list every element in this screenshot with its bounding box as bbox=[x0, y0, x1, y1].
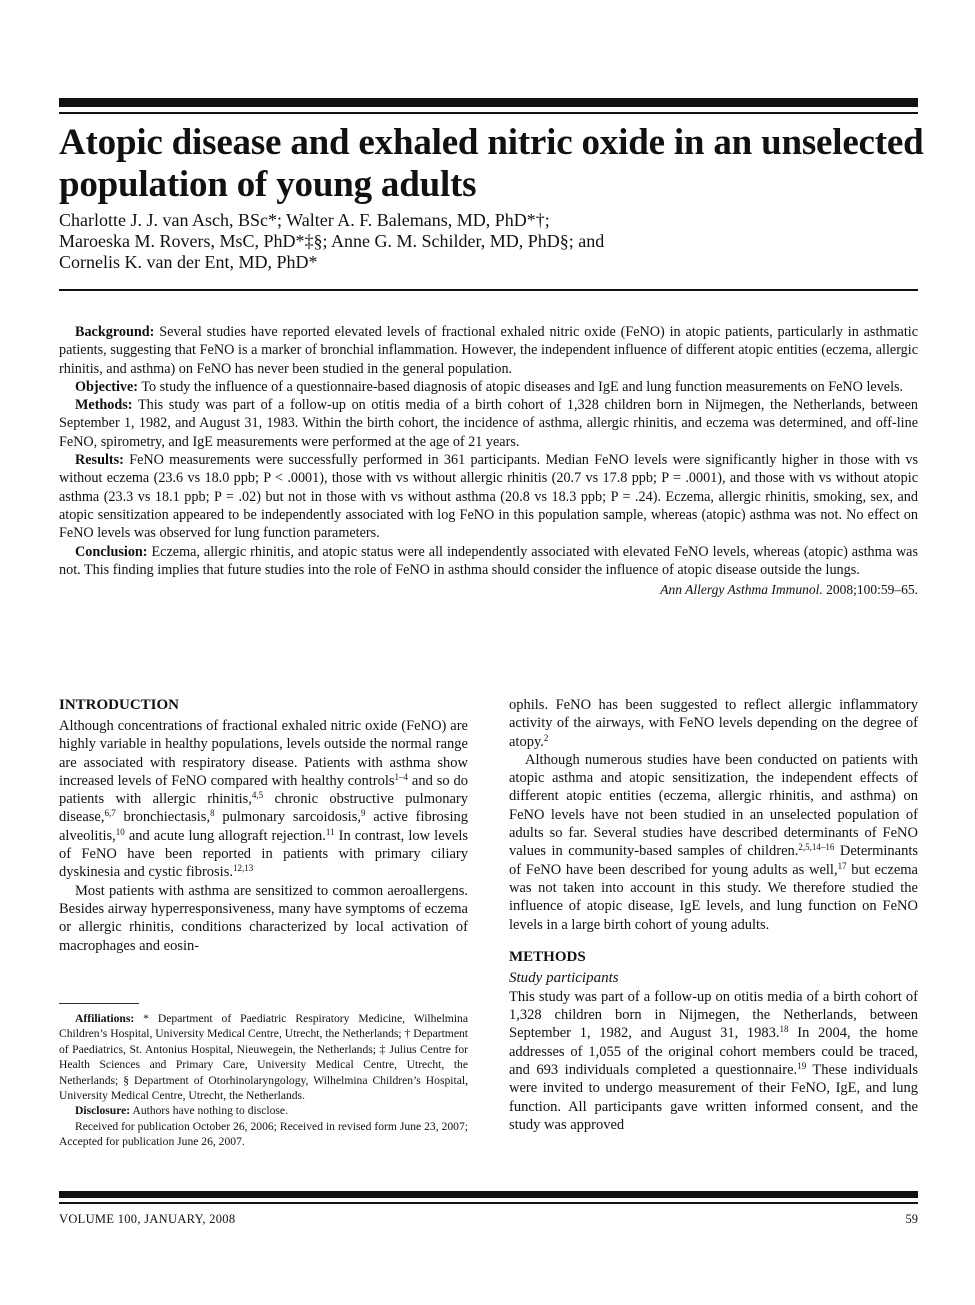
bottom-thin-rule bbox=[59, 1202, 918, 1204]
conclusion-label: Conclusion: bbox=[75, 543, 148, 560]
objective-label: Objective: bbox=[75, 378, 139, 395]
disclosure-footnote bbox=[59, 1103, 468, 1118]
intro-p4-text-a: Although numerous studies have been conducted on patients with atopic asthma and atopic sensitization, the independent effects of different atopic entities (eczema, allergic rhinitis, and asthma) on FeNO levels have not been studied in an unselected population of adults so far. Several studies have described determinants of FeNO values in community-based samples of children. bbox=[509, 751, 918, 860]
methods-p1-text-b: In 2004, the home addresses of 1,055 of the original cohort members could be traced, and 693 individuals completed a questionnaire. bbox=[509, 1025, 918, 1079]
disclosure-label: Disclosure: bbox=[75, 1104, 131, 1118]
study-participants-subheading: Study participants bbox=[509, 969, 619, 986]
methods-paragraph-1 bbox=[509, 988, 918, 1134]
intro-paragraph-4 bbox=[509, 751, 918, 934]
methods-label: Methods: bbox=[75, 397, 133, 414]
intro-p4-text-b: Determinants of FeNO have been described for young adults as well, bbox=[509, 843, 918, 878]
reference-marker: 17 bbox=[837, 860, 847, 871]
methods-heading: METHODS bbox=[509, 948, 586, 965]
intro-p1-text-g: and acute lung allograft rejection. bbox=[124, 827, 326, 844]
abstract-methods bbox=[59, 396, 918, 451]
reference-marker: 10 bbox=[115, 826, 125, 837]
citation-rest: 2008;100:59–65. bbox=[822, 582, 918, 598]
results-text: FeNO measurements were successfully performed in 361 participants. Median FeNO levels were significantly higher in those with vs without eczema (23.6 vs 18.0 ppb; P < .0001), those with vs without allergic rhinitis (20.7 vs 17.8 ppb; P = .0001), and those with vs without atopic asthma (23.3 vs 18.1 ppb; P = .02) but not in those with vs without asthma (20.8 vs 18.3 ppb; P = .24). Eczema, allergic rhinitis, smoking, sex, and atopic sensitization appeared to be independently associated with log FeNO in this population sample, whereas (atopic) asthma was not. No effect on FeNO levels was observed for lung function parameters. bbox=[59, 452, 918, 542]
reference-marker: 2,5,14–16 bbox=[798, 842, 835, 853]
footnote-rule bbox=[59, 1003, 139, 1004]
intro-p1-text-f: active fibrosing alveolitis, bbox=[59, 809, 468, 844]
disclosure-text: Authors have nothing to disclose. bbox=[130, 1104, 288, 1118]
intro-p1-text-d: bronchiectasis, bbox=[115, 809, 211, 826]
reference-marker: 4,5 bbox=[251, 790, 264, 801]
bottom-thick-rule bbox=[59, 1191, 918, 1198]
affiliations-footnote bbox=[59, 1011, 468, 1103]
journal-citation bbox=[59, 581, 918, 599]
reference-marker: 12,13 bbox=[232, 863, 254, 874]
intro-p3-text: ophils. FeNO has been suggested to reflect allergic inflammatory activity of the airways, with FeNO levels depending on the degree of atopy. bbox=[509, 697, 918, 750]
reference-marker: 18 bbox=[779, 1024, 789, 1035]
methods-p1-text-a: This study was part of a follow-up on otitis media of a birth cohort of 1,328 children born in Nijmegen, the Netherlands, between September 1, 1982, and August 31, 1983. bbox=[509, 988, 918, 1042]
methods-text: This study was part of a follow-up on otitis media of a birth cohort of 1,328 children born in Nijmegen, the Netherlands, between September 1, 1982, and August 31, 1983. Within the birth cohort, the incidence of asthma, allergic rhinitis, and eczema was determined, and off-line FeNO, spirometry, and IgE measurements were performed at the age of 21 years. bbox=[59, 397, 919, 450]
intro-paragraph-3 bbox=[509, 696, 918, 751]
reference-marker: 8 bbox=[210, 808, 215, 819]
abstract-results bbox=[59, 451, 918, 542]
conclusion-text: Eczema, allergic rhinitis, and atopic status were all independently associated with elevated FeNO levels, whereas (atopic) asthma was not. This finding implies that future studies into the role of FeNO in asthma should consider the influence of atopic disease outside the lungs. bbox=[59, 543, 919, 578]
intro-p4-text-c: but eczema was not taken into account in this study. We therefore studied the influence of atopic disease, IgE levels, and lung function on FeNO levels in a large birth cohort of young adults. bbox=[509, 861, 918, 933]
left-column bbox=[59, 696, 468, 955]
intro-paragraph-2: Most patients with asthma are sensitized to common aeroallergens. Besides airway hyperresponsiveness, many have symptoms of eczema or allergic rhinitis, conditions characterized by local activation of macrophages and eosin- bbox=[59, 882, 468, 954]
author-line-3: Cornelis K. van der Ent, MD, PhD* bbox=[59, 252, 318, 272]
intro-p1-text-a: Although concentrations of fractional exhaled nitric oxide (FeNO) are highly variable in healthy populations, levels outside the normal range are associated with respiratory disease. Patients with asthma show increased levels of FeNO compared with healthy controls bbox=[59, 718, 468, 789]
objective-text: To study the influence of a questionnaire-based diagnosis of atopic diseases and IgE and lung function measurements on FeNO levels. bbox=[141, 378, 904, 395]
results-label: Results: bbox=[75, 452, 124, 469]
author-line-1: Charlotte J. J. van Asch, BSc*; Walter A. F. Balemans, MD, PhD*†; bbox=[59, 210, 550, 230]
intro-p1-text-b: and so do patients with allergic rhinitis, bbox=[59, 772, 468, 808]
footnotes bbox=[59, 1011, 468, 1150]
intro-p1-text-e: pulmonary sarcoidosis, bbox=[214, 809, 361, 826]
reference-marker: 19 bbox=[797, 1061, 807, 1072]
reference-marker: 6,7 bbox=[104, 808, 116, 819]
author-list bbox=[59, 210, 919, 273]
abstract-objective bbox=[59, 378, 918, 396]
intro-paragraph-1 bbox=[59, 717, 468, 882]
received-footnote: Received for publication October 26, 2006; Received in revised form June 23, 2007; Accepted for publication June 26, 2007. bbox=[59, 1119, 468, 1149]
methods-p1-text-c: These individuals were invited to undergo measurement of their FeNO, IgE, and lung function. All participants gave written informed consent, and the study was approved bbox=[509, 1062, 918, 1133]
top-thin-rule bbox=[59, 112, 918, 114]
page-number: 59 bbox=[905, 1212, 918, 1226]
background-text: Several studies have reported elevated levels of fractional exhaled nitric oxide (FeNO) in atopic patients, particularly in asthmatic patients, suggesting that FeNO is a marker of bronchial inflammation. However, the independent influence of different atopic entities (eczema, allergic rhinitis, and asthma) on FeNO has never been studied in the general population. bbox=[59, 324, 919, 377]
reference-marker: 11 bbox=[325, 826, 335, 837]
intro-p1-text-c: chronic obstructive pulmonary disease, bbox=[59, 791, 468, 826]
introduction-heading: INTRODUCTION bbox=[59, 697, 180, 713]
abstract-background bbox=[59, 323, 918, 378]
reference-marker: 1–4 bbox=[394, 771, 409, 782]
top-thick-rule bbox=[59, 98, 918, 107]
reference-marker: 9 bbox=[360, 808, 366, 819]
authors-divider bbox=[59, 289, 918, 291]
volume-footer: VOLUME 100, JANUARY, 2008 bbox=[59, 1212, 236, 1226]
citation-journal: Ann Allergy Asthma Immunol. bbox=[660, 582, 823, 598]
intro-p1-text-h: In contrast, low levels of FeNO have been reported in patients with primary ciliary dyskinesia and cystic fibrosis. bbox=[59, 827, 468, 881]
affiliations-label: Affiliations: bbox=[75, 1012, 135, 1025]
right-column bbox=[509, 696, 918, 1134]
abstract bbox=[59, 323, 918, 599]
author-line-2: Maroeska M. Rovers, MsC, PhD*‡§; Anne G. M. Schilder, MD, PhD§; and bbox=[59, 231, 605, 251]
affiliations-text: * Department of Paediatric Respiratory Medicine, Wilhelmina Children’s Hospital, University Medical Centre, Utrecht, the Netherlands; † Department of Paediatrics, St. Antonius Hospital, Nieuwegein, the Netherlands; ‡ Julius Centre for Health Sciences and Primary Care, University Medical Centre, Utrecht, the Netherlands; § Department of Otorhinolaryngology, Wilhelmina Children’s Hospital, University Medical Centre, Utrecht, the Netherlands. bbox=[59, 1012, 468, 1103]
article-title: Atopic disease and exhaled nitric oxide in an unselected population of young adults bbox=[59, 122, 924, 205]
reference-marker: 2 bbox=[543, 732, 549, 743]
background-label: Background: bbox=[75, 324, 155, 340]
abstract-conclusion bbox=[59, 543, 918, 580]
